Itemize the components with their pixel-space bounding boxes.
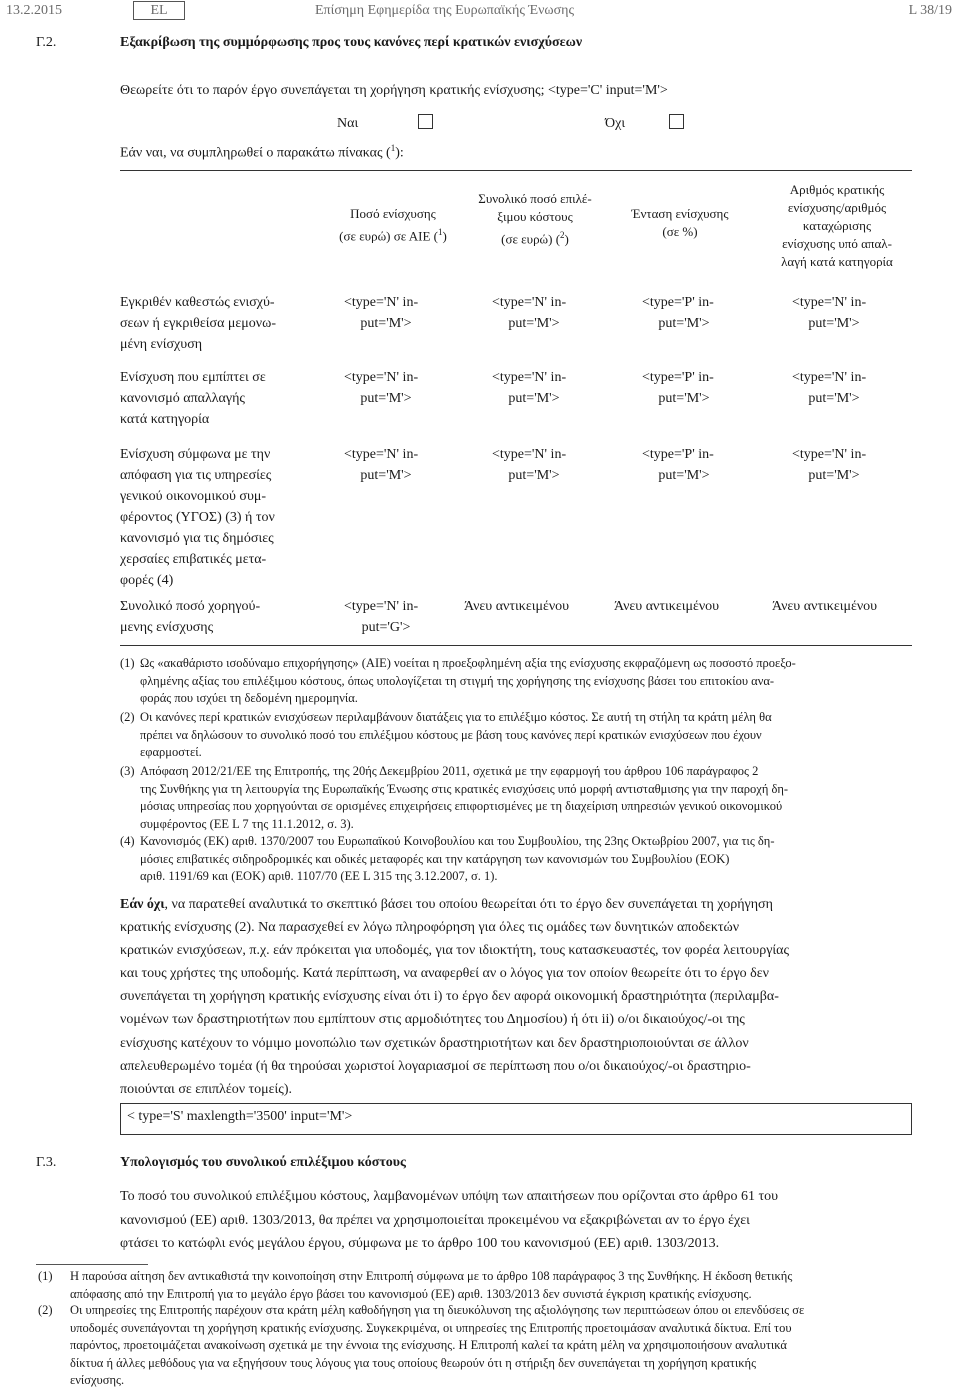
table-note-line: Απόφαση 2012/21/ΕΕ της Επιτροπής, της 20ής Δεκεμβρίου 2011, σχετικά με την εφαρμογή του άρθρου 106 παράγραφος 2	[140, 764, 759, 778]
table-row-label	[120, 367, 301, 430]
journal-title: Επίσημη Εφημερίδα της Ευρωπαϊκής Ένωσης	[315, 3, 575, 18]
section-g3-line: Το ποσό του συνολικού επιλέξιμου κόστους, λαμβανομένων υπόψη των απαιτήσεων που ορίζονται στο άρθρο 61 του	[120, 1189, 779, 1204]
question-text: Θεωρείτε ότι το παρόν έργο συνεπάγεται τη χορήγηση κρατικής ενίσχυσης;	[120, 83, 545, 98]
column-header-line: Ένταση ενίσχυσης	[631, 206, 729, 221]
page-note-line: παρόντος, προετοιμάζεται ανακοίνωση σχετικά με την έννοια της ενίσχυσης. Η Επιτροπή καλεί τα κράτη μέλη να χρησιμοποιήσουν αναλυτικά	[70, 1338, 787, 1352]
section-g3-line: φτάσει το κατώφλι ενός μεγάλου έργου, σύμφωνα με το άρθρο 100 του κανονισμού (ΕΕ) αριθ. 1303/2013.	[120, 1236, 720, 1251]
if-yes-instruction: Εάν ναι, να συμπληρωθεί ο παρακάτω πίνακας ($^1$):	[120, 143, 404, 161]
table-note-text	[140, 763, 910, 833]
table-cell-line: <type='N' in-	[344, 599, 419, 614]
if-no-line: ενίσχυσης κατέχουν το νόμιμο μονοπώλιο των σχετικών δραστηριοτήτων και δεν δραστηριοποιούνται σε άλλον	[120, 1035, 749, 1051]
footnote-ref: 2	[560, 230, 565, 240]
no-option[interactable]	[605, 113, 684, 135]
section-g3-number: Γ.3.	[36, 1155, 57, 1170]
table-cell-line: put='G'>	[361, 620, 411, 635]
table-cell	[614, 596, 719, 617]
page-header	[0, 0, 960, 26]
row-label-line: Ενίσχυση που εμπίπτει σε	[120, 370, 266, 385]
section-title: Εξακρίβωση της συμμόρφωσης προς τους κανόνες περί κρατικών ενισχύσεων	[120, 35, 583, 50]
table-cell	[492, 367, 602, 409]
table-note-number: (3)	[120, 764, 135, 778]
column-header-line: λαγή κατά κατηγορία	[781, 254, 893, 269]
column-header-line: (σε ευρώ) ($^2$)	[501, 230, 569, 247]
table-cell-line: <type='N' in-	[792, 447, 867, 462]
yes-option[interactable]	[337, 113, 433, 135]
table-cell	[492, 444, 602, 486]
column-header-line: ξιμου κόστους	[497, 209, 573, 224]
footnote-rule	[36, 1264, 148, 1265]
page-note-line: δίκτυα ή άλλες μεθόδους για να εξηγήσουν τους λόγους για τους οποίους θεωρούν ότι η στήριξη δεν συνεπάγεται τη χορήγηση κρατικής	[70, 1355, 757, 1370]
row-label-line: φορές (4)	[120, 573, 174, 588]
table-cell-line: <type='N' in-	[492, 447, 567, 462]
table-note-line: φοράς που ισχύει τη δεδομένη ημερομηνία.	[140, 691, 358, 705]
justification-input[interactable]: < type='S' maxlength='3500' input='M'>	[120, 1103, 912, 1135]
table-note-line: φλημένης αξίας του επιλέξιμου κόστους, όπως υπολογίζεται τη στιγμή της χορήγησης της ενίσχυσης βάσει του επιτοκίου ανα-	[140, 673, 775, 688]
column-header-line: ενίσχυσης υπό απαλ-	[782, 236, 892, 251]
no-checkbox[interactable]	[669, 114, 684, 129]
row-label-line: Ενίσχυση σύμφωνα με την	[120, 447, 271, 462]
page-number: L 38/19	[908, 3, 952, 18]
table-cell-line: put='M'>	[508, 468, 560, 483]
if-no-line: κρατικών ενισχύσεων, π.χ. εάν πρόκειται για υποδομές, για τον ιδιοκτήτη, τους κατασκευαστές, τον φορέα λειτουργίας	[120, 943, 790, 959]
table-cell-line: <type='N' in-	[344, 370, 419, 385]
page-note-text	[70, 1302, 912, 1390]
table-cell	[344, 367, 454, 409]
if-no-bold: Εάν όχι	[120, 897, 165, 912]
table-cell	[772, 596, 877, 617]
table-note-text	[140, 709, 910, 762]
table-cell-line: <type='N' in-	[344, 295, 419, 310]
section-number: Γ.2.	[36, 35, 57, 50]
column-header-line: (σε %)	[662, 224, 698, 239]
table-note-number: (4)	[120, 834, 135, 848]
table-row-label	[120, 596, 301, 638]
table-note-line: μόσιες επιβατικές σιδηροδρομικές και οδικές μεταφορές και την κατάργηση των κανονισμών του Συμβουλίου (ΕΟΚ)	[140, 851, 730, 866]
table-cell	[792, 367, 902, 409]
table-cell-line: <type='P' in-	[642, 447, 714, 462]
row-label-line: σεων ή εγκριθείσα μεμονω-	[120, 316, 276, 331]
table-cell-line: <type='P' in-	[642, 370, 714, 385]
table-cell-line: Άνευ αντικειμένου	[464, 599, 570, 614]
page-note-line: υποδομές συνεπάγονται τη χορήγηση κρατικής ενίσχυσης. Συγκεκριμένα, οι υπηρεσίες της Επιτροπής προετοιμάσαν αναλυτικά δίκτυα. Επί του	[70, 1320, 792, 1335]
table-cell	[642, 292, 752, 334]
table-cell-line: Άνευ αντικειμένου	[614, 599, 720, 614]
if-no-line: συνεπάγεται τη χορήγηση κρατικής ενίσχυσης είναι ότι i) το έργο δεν αφορά οικονομική δραστηριότητα (περιλαμβα-	[120, 989, 779, 1005]
if-no-line: , να παρατεθεί αναλυτικά το σκεπτικό βάσει του οποίου θεωρείται ότι το έργο δεν συνεπάγεται τη χορήγηση	[164, 897, 773, 912]
table-column-header	[323, 205, 463, 245]
table-cell	[344, 596, 454, 638]
table-cell-line: put='M'>	[658, 391, 710, 406]
if-no-line: νομένων των δραστηριοτήτων που εμπίπτουν στις αρμοδιότητες του Δημοσίου) ή ότι ii) ο/οι δικαιούχος/-οι της	[120, 1012, 745, 1028]
table-note-line: αριθ. 1191/69 και (ΕΟΚ) αριθ. 1107/70 (ΕΕ L 315 της 3.12.2007, σ. 1).	[140, 869, 498, 883]
page-note-text	[70, 1268, 912, 1303]
column-header-line: ενίσχυσης/αριθμός	[787, 200, 887, 215]
table-top-rule	[120, 170, 912, 171]
row-label-line: Εγκριθέν καθεστώς ενισχύ-	[120, 295, 275, 310]
page-note-number: (2)	[38, 1303, 53, 1317]
column-header-line: (σε ευρώ) σε ΑΙΕ ($^1$)	[339, 227, 447, 244]
yes-label: Ναι	[337, 116, 359, 131]
column-header-line: Αριθμός κρατικής	[789, 182, 885, 197]
table-column-header	[465, 190, 605, 248]
row-label-line: χερσαίες επιβατικές μετα-	[120, 552, 267, 567]
table-note-line: εφαρμοστεί.	[140, 745, 202, 759]
table-note-line: μόσιας υπηρεσίας που χορηγούνται σε ορισμένες επιχειρήσεις επιφορτισμένες με τη διαχείριση υπηρεσιών γενικού οικονομικού	[140, 799, 783, 813]
table-note-line: Ως «ακαθάριστο ισοδύναμο επιχορήγησης» (ΑΙΕ) νοείται η προεξοφλημένη αξία της ενίσχυσης εκφραζόμενη ως ποσοστό προεξο-	[140, 656, 796, 670]
table-row-label	[120, 292, 301, 355]
table-cell	[792, 292, 902, 334]
table-cell-line: <type='N' in-	[344, 447, 419, 462]
page-note-number: (1)	[38, 1269, 53, 1283]
table-cell-line: put='M'>	[808, 391, 860, 406]
question-field[interactable]: <type='C' input='M'>	[547, 83, 668, 98]
row-label-line: κανονισμό για τις δημόσιες	[120, 531, 274, 546]
no-label: Όχι	[605, 116, 626, 131]
table-cell	[344, 444, 454, 486]
if-no-line: και τους χρήστες της υποδομής. Κατά περίπτωση, να αναφερθεί αν ο λόγος για τον οποίον θεωρείτε ότι το έργο δεν	[120, 966, 769, 982]
table-row-label	[120, 444, 301, 591]
table-cell-line: <type='P' in-	[642, 295, 714, 310]
row-label-line: κατά κατηγορία	[120, 412, 210, 427]
page-note-line: απόφασης από την Επιτροπή για το μεγάλο έργο βάσει του κανονισμού (ΕΕ) αριθ. 1303/2013 δεν συνιστά έγκριση κρατικής ενίσχυσης.	[70, 1286, 752, 1301]
row-label-line: μένη ενίσχυση	[120, 337, 203, 352]
table-cell-line: put='M'>	[658, 316, 710, 331]
table-cell-line: put='M'>	[508, 316, 560, 331]
if-no-paragraph	[120, 893, 912, 1101]
table-cell-line: put='M'>	[808, 316, 860, 331]
row-label-line: φέροντος (ΥΓΟΣ) (3) ή τον	[120, 510, 275, 525]
section-g3-title: Υπολογισμός του συνολικού επιλέξιμου κόστους	[120, 1155, 406, 1170]
language-badge: EL	[133, 1, 185, 20]
row-label-line: απόφαση για τις υπηρεσίες	[120, 468, 272, 483]
section-g3-line: κανονισμού (ΕΕ) αριθ. 1303/2013, θα πρέπει να χρησιμοποιείται προκειμένου να εξακριβώνεται αν το έργο έχει	[120, 1212, 750, 1228]
table-note-number: (1)	[120, 656, 135, 670]
table-note-line: Κανονισμός (ΕΚ) αριθ. 1370/2007 του Ευρωπαϊκού Κοινοβουλίου και του Συμβουλίου, της 23ης Οκτωβρίου 2007, για τις δη-	[140, 834, 775, 848]
table-note-line: συμφέροντος (ΕΕ L 7 της 11.1.2012, σ. 3).	[140, 816, 354, 831]
state-aid-question	[120, 80, 668, 102]
table-note-number: (2)	[120, 710, 135, 724]
if-no-line: ποιούνται σε επιπλέον τομείς).	[120, 1081, 293, 1097]
row-label-line: μενης ενίσχυσης	[120, 620, 214, 635]
column-header-line: Συνολικό ποσό επιλέ-	[478, 191, 592, 206]
footnote-ref: 1	[437, 227, 443, 237]
row-label-line: Συνολικό ποσό χορηγού-	[120, 599, 261, 614]
table-cell	[642, 444, 752, 486]
row-label-line: κανονισμό απαλλαγής	[120, 391, 245, 406]
table-cell-line: <type='N' in-	[492, 295, 567, 310]
column-header-line: καταχώρισης	[802, 218, 872, 233]
table-cell-line: Άνευ αντικειμένου	[772, 599, 878, 614]
table-cell	[492, 292, 602, 334]
page-note-line: Οι υπηρεσίες της Επιτροπής παρέχουν στα κράτη μέλη καθοδήγηση για τη διευκόλυνση της αξιολόγησης των περιπτώσεων όπου οι επενδύσεις σε	[70, 1303, 805, 1317]
table-cell	[642, 367, 752, 409]
if-no-line: απελευθερωμένο τομέα (ή θα τηρούσαι χωριστοί λογαριασμοί σε περίπτωση που ο/οι δικαιούχος/-οι δραστηριο-	[120, 1058, 751, 1074]
column-header-line: Ποσό ενίσχυσης	[350, 206, 436, 221]
table-cell-line: put='M'>	[808, 468, 860, 483]
table-cell	[344, 292, 454, 334]
yes-checkbox[interactable]	[418, 114, 433, 129]
table-column-header	[762, 181, 912, 271]
table-cell-line: put='M'>	[360, 468, 412, 483]
table-column-header	[610, 205, 750, 241]
table-note-text	[140, 655, 910, 708]
table-cell	[792, 444, 902, 486]
table-cell-line: <type='N' in-	[492, 370, 567, 385]
table-cell	[464, 596, 569, 617]
table-cell-line: <type='N' in-	[792, 370, 867, 385]
row-label-line: γενικού οικονομικού συμ-	[120, 489, 267, 504]
table-note-line: της Συνθήκης για τη λειτουργία της Ευρωπαϊκής Ένωσης στις κρατικές ενισχύσεις υπό μορφή αντισταθμισης για την παροχή δη-	[140, 781, 789, 796]
table-note-text	[140, 833, 910, 886]
table-note-line: πρέπει να δηλώσουν το συνολικό ποσό του επιλέξιμου κόστους με βάση τους κανόνες περί κρατικών ενισχύσεων που έχουν	[140, 727, 762, 742]
page-note-line: Η παρούσα αίτηση δεν αντικαθιστά την κοινοποίηση στην Επιτροπή σύμφωνα με το άρθρο 108 παράγραφος 3 της Συνθήκης. Η έκδοση θετικής	[70, 1269, 793, 1283]
table-cell-line: put='M'>	[360, 316, 412, 331]
header-date: 13.2.2015	[6, 3, 62, 18]
page-note-line: ενίσχυσης.	[70, 1373, 125, 1387]
table-cell-line: put='M'>	[508, 391, 560, 406]
table-cell-line: <type='N' in-	[792, 295, 867, 310]
table-cell-line: put='M'>	[658, 468, 710, 483]
table-bottom-rule	[120, 645, 912, 646]
table-cell-line: put='M'>	[360, 391, 412, 406]
if-no-line: κρατικής ενίσχυσης (2). Να παρασχεθεί εν λόγω πληροφόρηση για όλες τις ομάδες των δυνητικών αποδεκτών	[120, 920, 740, 936]
table-note-line: Οι κανόνες περί κρατικών ενισχύσεων περιλαμβάνουν διατάξεις για το επιλέξιμο κόστος. Σε αυτή τη στήλη τα κράτη μέλη θα	[140, 710, 772, 724]
